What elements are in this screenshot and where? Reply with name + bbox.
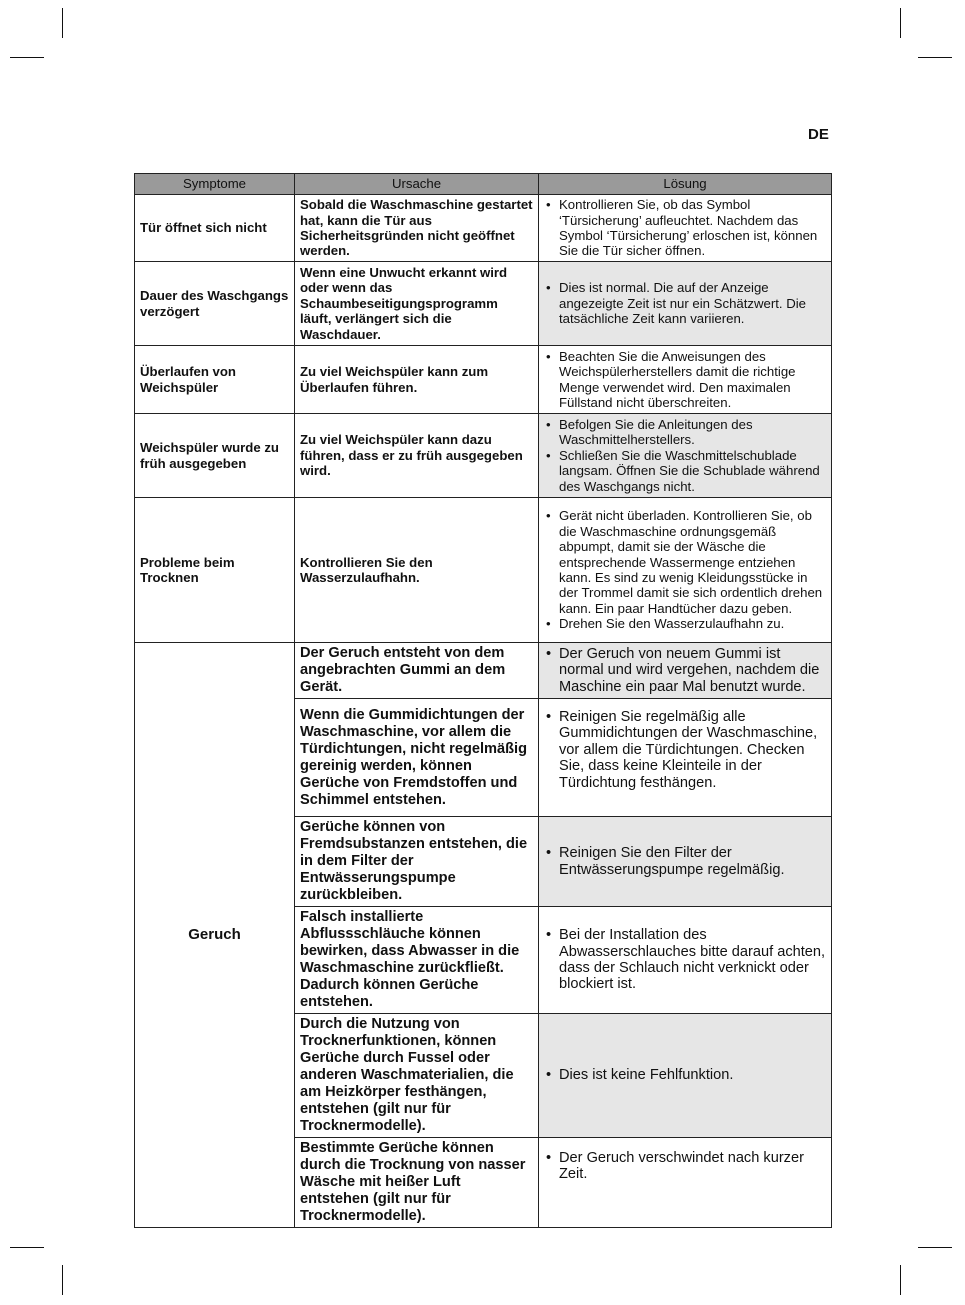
table-row (135, 195, 832, 262)
table-row (135, 414, 832, 498)
crop-mark (918, 57, 952, 58)
symptom-cell: Tür öffnet sich nicht (135, 195, 295, 262)
solution-item: • Gerät nicht überladen. Kontrollieren Sie, ob die Waschmaschine ordnungsgemäß abpumpt, damit sie der Wäsche die entsprechende Wassermenge entziehen kann. Es sind zu wenig Kleidungsstücke in der Trommel damit sie sich ordentlich drehen kann. Ein paar Handtücher dazu geben. (559, 508, 826, 616)
symptom-cell: Probleme beim Trocknen (135, 498, 295, 643)
solution-cell (539, 1138, 832, 1228)
header-symptom: Symptome (135, 174, 295, 195)
cause-cell: Zu viel Weichspüler kann zum Überlaufen führen. (295, 346, 539, 414)
cause-cell: Sobald die Waschmaschine gestartet hat, kann die Tür aus Sicherheitsgründen nicht geöffnet werden. (295, 195, 539, 262)
table-row (135, 346, 832, 414)
cause-cell: Wenn die Gummidichtungen der Waschmaschine, vor allem die Türdichtungen, nicht regelmäßig gereinig werden, können Gerüche von Fremdstoffen und Schimmel entstehen. (295, 699, 539, 817)
cause-cell: Bestimmte Gerüche können durch die Trocknung von nasser Wäsche mit heißer Luft entstehen (gilt nur für Trocknermodelle). (295, 1138, 539, 1228)
crop-mark (62, 1265, 63, 1295)
symptom-cell: Überlaufen von Weichspüler (135, 346, 295, 414)
solution-cell (539, 699, 832, 817)
solution-cell (539, 262, 832, 346)
language-code: DE (808, 126, 829, 143)
solution-cell (539, 414, 832, 498)
crop-mark (62, 8, 63, 38)
crop-mark (900, 8, 901, 38)
solution-cell (539, 195, 832, 262)
troubleshooting-table (134, 173, 832, 1228)
solution-item: • Reinigen Sie regelmäßig alle Gummidichtungen der Waschmaschine, vor allem die Türdichtungen. Checken Sie, dass keine Kleinteile in der Türdichtung festhängen. (559, 709, 826, 791)
solution-item: • Schließen Sie die Waschmittelschublade langsam. Öffnen Sie die Schublade während des Waschgangs nicht. (559, 448, 826, 494)
solution-cell (539, 817, 832, 907)
crop-mark (900, 1265, 901, 1295)
solution-item: • Reinigen Sie den Filter der Entwässerungspumpe regelmäßig. (559, 845, 826, 878)
solution-item: • Der Geruch verschwindet nach kurzer Zeit. (559, 1150, 826, 1183)
cause-cell: Zu viel Weichspüler kann dazu führen, dass er zu früh ausgegeben wird. (295, 414, 539, 498)
table-row (135, 262, 832, 346)
solution-item: • Dies ist normal. Die auf der Anzeige angezeigte Zeit ist nur ein Schätzwert. Die tatsächliche Zeit kann variieren. (559, 280, 826, 326)
table-row (135, 498, 832, 643)
solution-item: • Bei der Installation des Abwasserschlauches bitte darauf achten, dass der Schlauch nicht verknickt oder blockiert ist. (559, 927, 826, 993)
solution-item: • Befolgen Sie die Anleitungen des Waschmittelherstellers. (559, 417, 826, 448)
crop-mark (10, 1247, 44, 1248)
header-solution: Lösung (539, 174, 832, 195)
cause-cell: Gerüche können von Fremdsubstanzen entstehen, die in dem Filter der Entwässerungspumpe zurückbleiben. (295, 817, 539, 907)
solution-cell (539, 1014, 832, 1138)
header-row (135, 174, 832, 195)
crop-mark (10, 57, 44, 58)
crop-mark (918, 1247, 952, 1248)
solution-cell (539, 643, 832, 699)
symptom-cell-geruch: Geruch (135, 643, 295, 1228)
cause-cell: Durch die Nutzung von Trocknerfunktionen, können Gerüche durch Fussel oder anderen Waschmaterialien, die am Heizkörper festhängen, entstehen (gilt nur für Trocknermodelle). (295, 1014, 539, 1138)
symptom-cell: Weichspüler wurde zu früh ausgegeben (135, 414, 295, 498)
solution-item: • Beachten Sie die Anweisungen des Weichspülerherstellers damit die richtige Menge verwendet wird. Den maximalen Füllstand nicht überschreiten. (559, 349, 826, 411)
table-row (135, 643, 832, 699)
solution-item: • Kontrollieren Sie, ob das Symbol ‘Türsicherung’ aufleuchtet. Nachdem das Symbol ‘Türsicherung’ erloschen ist, können Sie die Tür sicher öffnen. (559, 197, 826, 259)
solution-item: • Drehen Sie den Wasserzulaufhahn zu. (559, 616, 826, 631)
solution-cell (539, 346, 832, 414)
solution-cell (539, 907, 832, 1014)
header-cause: Ursache (295, 174, 539, 195)
cause-cell: Falsch installierte Abflussschläuche können bewirken, dass Abwasser in die Waschmaschine zurückfließt. Dadurch können Gerüche entstehen. (295, 907, 539, 1014)
cause-cell: Kontrollieren Sie den Wasserzulaufhahn. (295, 498, 539, 643)
solution-cell (539, 498, 832, 643)
cause-cell: Der Geruch entsteht von dem angebrachten Gummi an dem Gerät. (295, 643, 539, 699)
cause-cell: Wenn eine Unwucht erkannt wird oder wenn das Schaumbeseitigungsprogramm läuft, verlängert sich die Waschdauer. (295, 262, 539, 346)
symptom-cell: Dauer des Waschgangs verzögert (135, 262, 295, 346)
solution-item: • Der Geruch von neuem Gummi ist normal und wird vergehen, nachdem die Maschine ein paar Mal benutzt wurde. (559, 646, 826, 695)
solution-item: • Dies ist keine Fehlfunktion. (559, 1067, 826, 1083)
